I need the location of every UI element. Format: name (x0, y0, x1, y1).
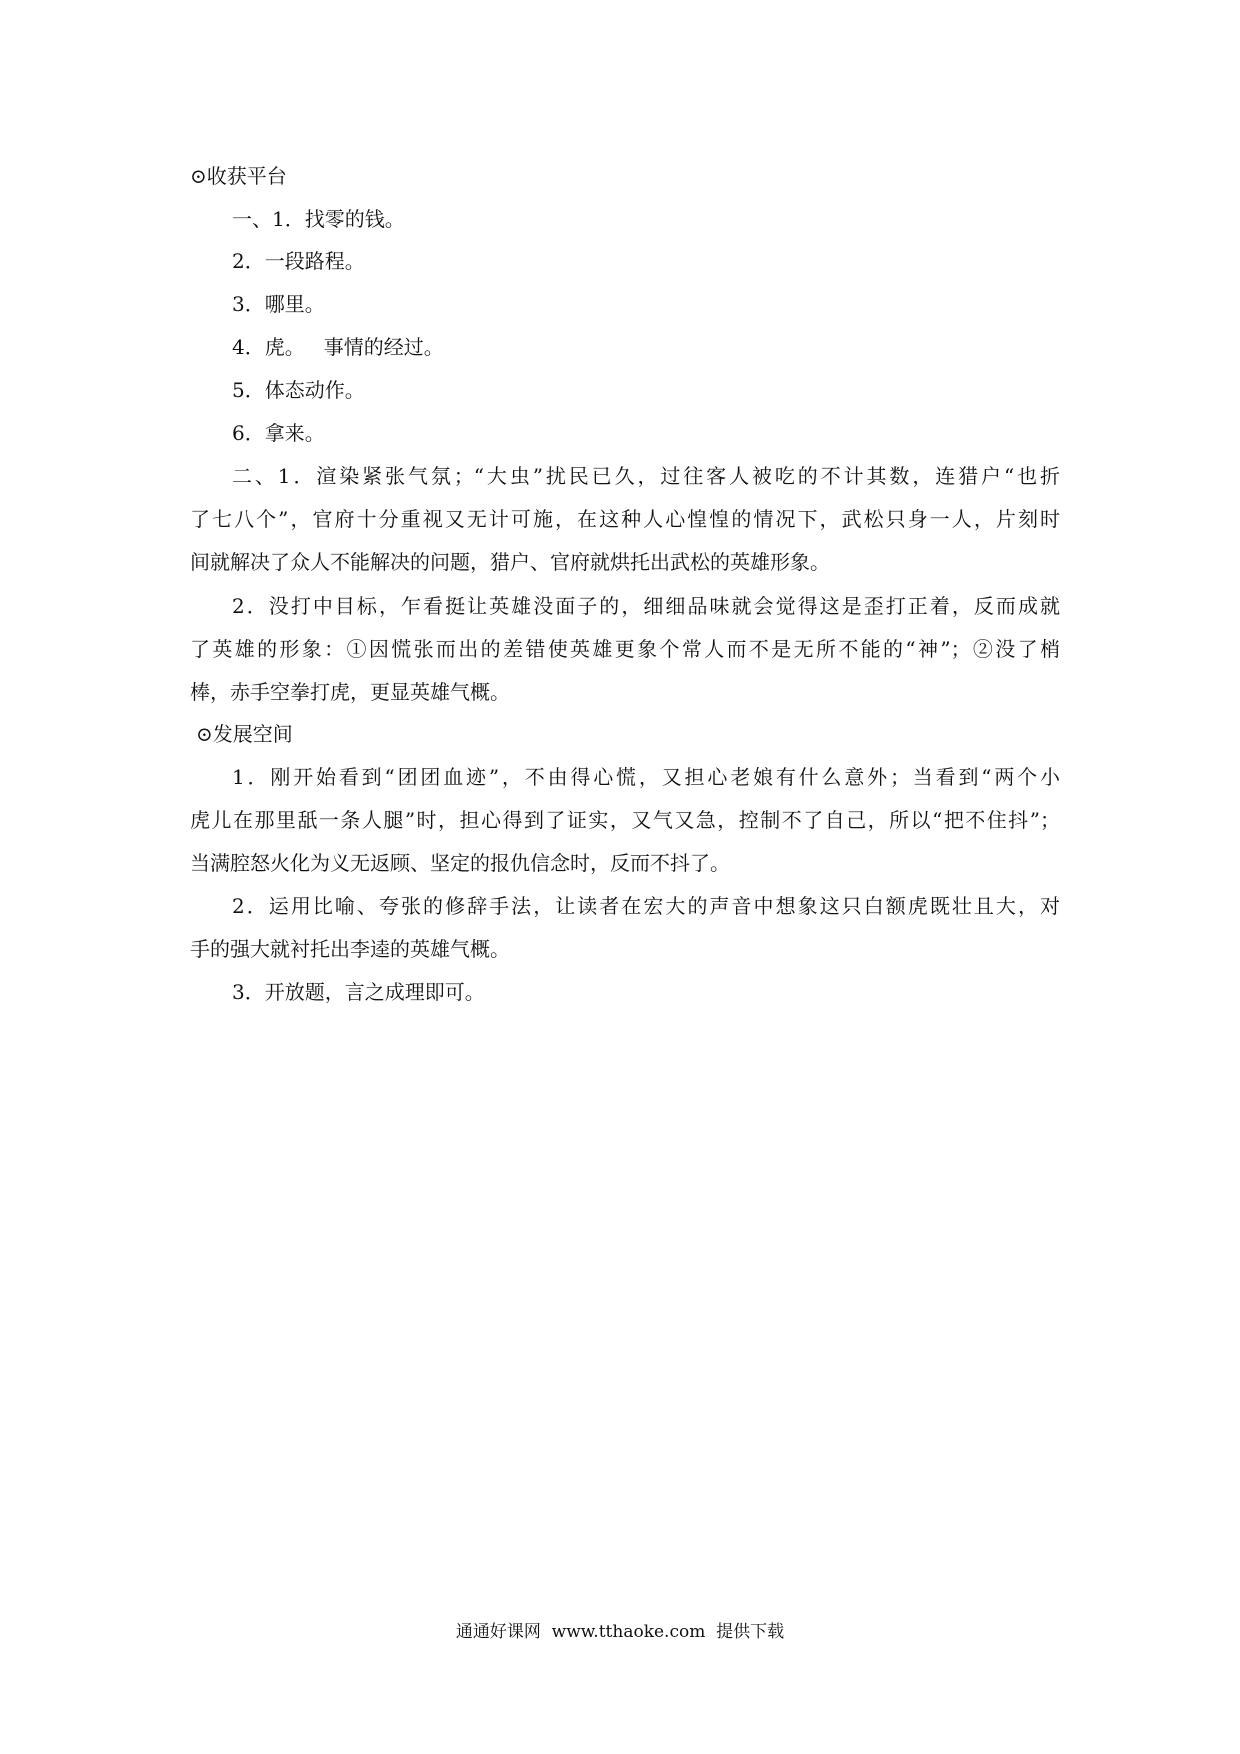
answer-2-1-line-2: 了七八个”，官府十分重视又无计可施，在这种人心惶惶的情况下，武松只身一人，片刻时 (190, 507, 1060, 531)
answer-2-2-line-2: 了英雄的形象：①因慌张而出的差错使英雄更象个常人而不是无所不能的“神”；②没了梢 (190, 637, 1060, 661)
page-footer: 通通好课网 www.tthaoke.com 提供下载 (455, 1622, 785, 1642)
answer-2-1-line-1: 二、1．渲染紧张气氛；“大虫”扰民已久，过往客人被吃的不计其数，连猎户“也折 (232, 464, 1060, 488)
dev-answer-1-line-2: 虎儿在那里舐一条人腿”时，担心得到了证实，又气又急，控制不了自己，所以“把不住抖”； (190, 808, 1060, 832)
dev-answer-2-line-2: 手的强大就衬托出李逵的英雄气概。 (190, 937, 510, 961)
answer-1-1: 一、1．找零的钱。 (232, 207, 405, 231)
answer-1-3: 3．哪里。 (232, 292, 325, 316)
answer-2-1-line-3: 间就解决了众人不能解决的问题，猎户、官府就烘托出武松的英雄形象。 (190, 550, 830, 574)
answer-1-2: 2．一段路程。 (232, 249, 365, 273)
answer-2-2-line-3: 棒，赤手空拳打虎，更显英雄气概。 (190, 680, 510, 704)
dev-answer-2-line-1: 2．运用比喻、夸张的修辞手法，让读者在宏大的声音中想象这只白额虎既壮且大，对 (232, 894, 1060, 918)
answer-2-2-line-1: 2．没打中目标，乍看挺让英雄没面子的，细细品味就会觉得这是歪打正着，反而成就 (232, 594, 1060, 618)
answer-1-6: 6．拿来。 (232, 421, 325, 445)
answer-1-5: 5．体态动作。 (232, 378, 365, 402)
section-title-development: ⊙发展空间 (196, 722, 293, 746)
dev-answer-1-line-1: 1．刚开始看到“团团血迹”，不由得心慌，又担心老娘有什么意外；当看到“两个小 (232, 765, 1060, 789)
answer-1-4: 4．虎。 事情的经过。 (232, 335, 444, 359)
dev-answer-1-line-3: 当满腔怒火化为义无返顾、坚定的报仇信念时，反而不抖了。 (190, 851, 730, 875)
section-title-harvest: ⊙收获平台 (190, 164, 287, 188)
dev-answer-3: 3．开放题，言之成理即可。 (232, 980, 485, 1004)
